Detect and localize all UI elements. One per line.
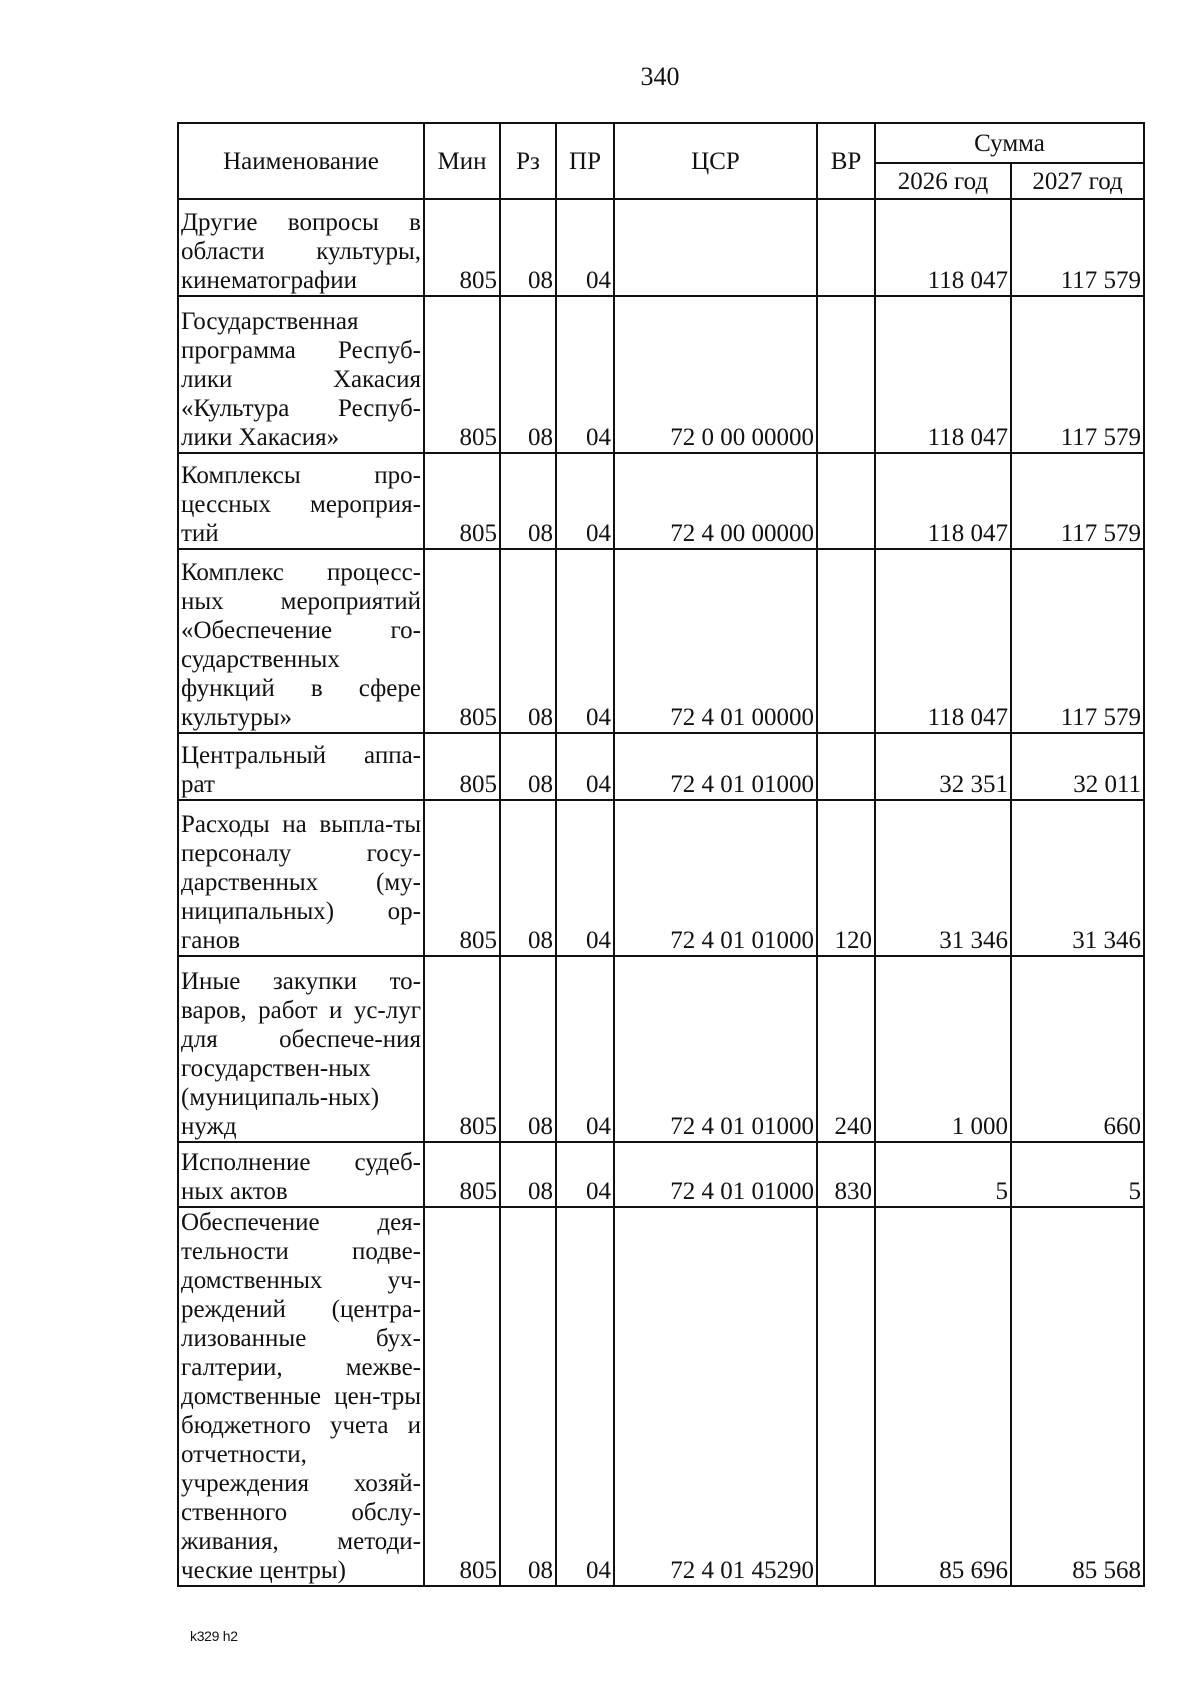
row-csr: 72 4 01 01000 (614, 800, 817, 956)
row-min: 805 (424, 956, 500, 1142)
row-vr (817, 733, 875, 800)
row-vr (817, 199, 875, 296)
row-csr: 72 0 00 00000 (614, 296, 817, 453)
row-csr: 72 4 01 45290 (614, 1207, 817, 1586)
table-row (178, 199, 1144, 296)
row-csr: 72 4 01 01000 (614, 1142, 817, 1207)
table-row (178, 296, 1144, 453)
row-name: Обеспечение дея-тельности подве-домственных уч-реждений (центра-лизованные бух-галтерии, межве-домственные цен-тры бюджетного учета и отчетности, учреждения хозяй-ственного обслу-живания, методи-ческие центры) (178, 1207, 424, 1586)
row-min: 805 (424, 1142, 500, 1207)
header-csr: ЦСР (614, 123, 817, 199)
header-year-2027: 2027 год (1011, 163, 1144, 199)
row-2027: 660 (1011, 956, 1144, 1142)
row-vr (817, 453, 875, 549)
row-2027: 117 579 (1011, 453, 1144, 549)
row-2026: 1 000 (875, 956, 1011, 1142)
header-pr: ПР (556, 123, 614, 199)
row-2026: 118 047 (875, 453, 1011, 549)
row-vr: 830 (817, 1142, 875, 1207)
header-sum: Сумма (875, 123, 1144, 163)
row-vr (817, 1207, 875, 1586)
row-rz: 08 (500, 199, 556, 296)
row-pr: 04 (556, 199, 614, 296)
budget-table (177, 122, 1145, 1587)
row-min: 805 (424, 199, 500, 296)
row-csr: 72 4 01 01000 (614, 956, 817, 1142)
row-2026: 5 (875, 1142, 1011, 1207)
row-min: 805 (424, 453, 500, 549)
row-csr: 72 4 01 01000 (614, 733, 817, 800)
table-row (178, 1142, 1144, 1207)
row-2027: 117 579 (1011, 296, 1144, 453)
row-vr: 120 (817, 800, 875, 956)
row-2026: 118 047 (875, 296, 1011, 453)
table-row (178, 733, 1144, 800)
row-2027: 32 011 (1011, 733, 1144, 800)
row-vr (817, 549, 875, 733)
row-2026: 118 047 (875, 199, 1011, 296)
row-2026: 85 696 (875, 1207, 1011, 1586)
table-row (178, 800, 1144, 956)
row-rz: 08 (500, 453, 556, 549)
row-rz: 08 (500, 956, 556, 1142)
row-min: 805 (424, 296, 500, 453)
row-min: 805 (424, 1207, 500, 1586)
header-min: Мин (424, 123, 500, 199)
row-rz: 08 (500, 733, 556, 800)
footer-code: k329 h2 (190, 1628, 238, 1644)
row-2027: 31 346 (1011, 800, 1144, 956)
row-2027: 117 579 (1011, 549, 1144, 733)
table-row (178, 549, 1144, 733)
row-name: Государственная программа Респуб-лики Хакасия «Культура Респуб-лики Хакасия» (178, 296, 424, 453)
header-rz: Рз (500, 123, 556, 199)
row-name: Другие вопросы в области культуры, кинематографии (178, 199, 424, 296)
row-pr: 04 (556, 1142, 614, 1207)
row-pr: 04 (556, 1207, 614, 1586)
row-name: Центральный аппа-рат (178, 733, 424, 800)
row-pr: 04 (556, 956, 614, 1142)
table-row (178, 453, 1144, 549)
row-rz: 08 (500, 800, 556, 956)
row-vr (817, 296, 875, 453)
header-name: Наименование (178, 123, 424, 199)
row-2026: 32 351 (875, 733, 1011, 800)
row-pr: 04 (556, 296, 614, 453)
row-2027: 85 568 (1011, 1207, 1144, 1586)
row-name: Исполнение судеб-ных актов (178, 1142, 424, 1207)
row-2027: 5 (1011, 1142, 1144, 1207)
row-pr: 04 (556, 453, 614, 549)
row-2026: 31 346 (875, 800, 1011, 956)
row-min: 805 (424, 549, 500, 733)
row-rz: 08 (500, 549, 556, 733)
row-2026: 118 047 (875, 549, 1011, 733)
row-name: Комплексы про-цессных мероприя-тий (178, 453, 424, 549)
table-row (178, 1207, 1144, 1586)
row-rz: 08 (500, 1207, 556, 1586)
row-vr: 240 (817, 956, 875, 1142)
row-csr: 72 4 00 00000 (614, 453, 817, 549)
row-name: Комплекс процесс-ных мероприятий «Обеспечение го-сударственных функций в сфере культуры» (178, 549, 424, 733)
page-number: 340 (640, 62, 680, 91)
row-pr: 04 (556, 549, 614, 733)
row-min: 805 (424, 800, 500, 956)
row-min: 805 (424, 733, 500, 800)
row-name: Иные закупки то-варов, работ и ус-луг для обеспече-ния государствен-ных (муниципаль-ных) нужд (178, 956, 424, 1142)
row-pr: 04 (556, 733, 614, 800)
header-vr: ВР (817, 123, 875, 199)
row-pr: 04 (556, 800, 614, 956)
row-rz: 08 (500, 1142, 556, 1207)
header-year-2026: 2026 год (875, 163, 1011, 199)
row-csr: 72 4 01 00000 (614, 549, 817, 733)
row-rz: 08 (500, 296, 556, 453)
row-name: Расходы на выпла-ты персоналу госу-дарственных (му-ниципальных) ор-ганов (178, 800, 424, 956)
table-row (178, 956, 1144, 1142)
row-csr (614, 199, 817, 296)
row-2027: 117 579 (1011, 199, 1144, 296)
